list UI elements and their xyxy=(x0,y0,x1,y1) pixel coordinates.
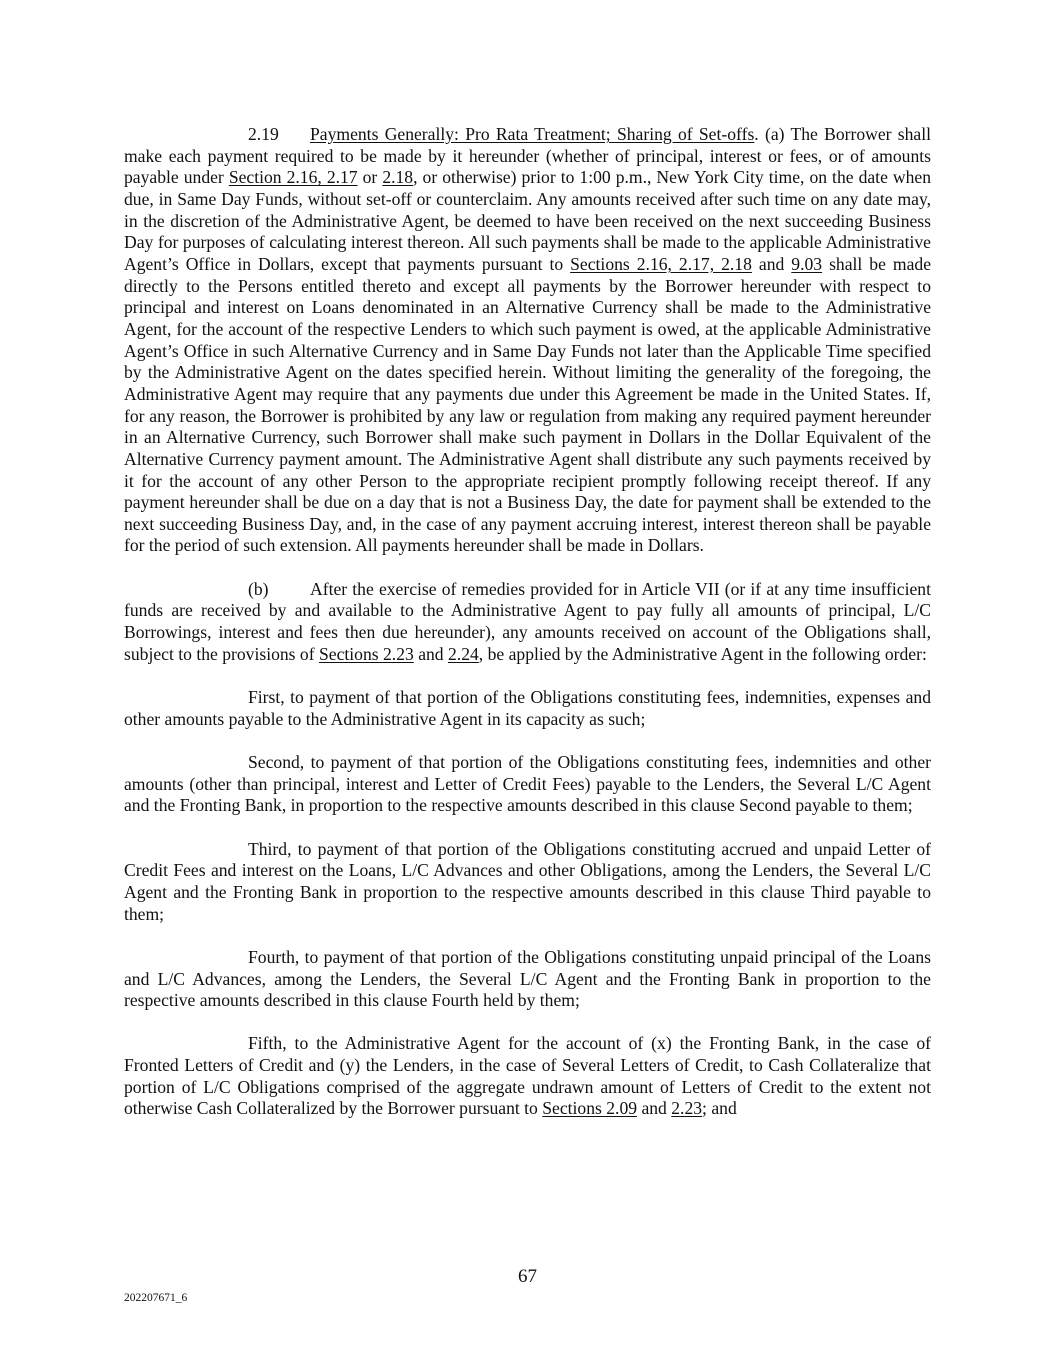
paragraph xyxy=(124,579,931,666)
paragraph-text: . (a) The Borrower shall make each payment required to be made by it hereunder (whether of principal, interest or fees, or of amounts payable under xyxy=(124,124,932,188)
section-reference: Sections 2.09 xyxy=(542,1098,638,1119)
section-reference: Sections 2.16, 2.17, 2.18 xyxy=(570,253,752,274)
paragraph-text: First, to payment of that portion of the Obligations constituting fees, indemnities, expenses and other amounts payable to the Administrative Agent in its capacity as such; xyxy=(124,687,931,729)
paragraph-text: , be applied by the Administrative Agent in the following order: xyxy=(478,643,927,664)
paragraph-text: Fifth, to the Administrative Agent for the account of (x) the Fronting Bank, in the case of Fronted Letters of Credit and (y) the Lenders, in the case of Several Letters of Credit, to Cash Collateralize that portion of L/C Obligations comprised of the aggregate undrawn amount of Letters of Credit to the extent not otherwise Cash Collateralized by the Borrower pursuant to xyxy=(124,1033,931,1119)
document-body xyxy=(124,124,931,1142)
paragraph-text: Third, to payment of that portion of the Obligations constituting accrued and unpaid Letter of Credit Fees and interest on the Loans, L/C Advances and other Obligations, among the Lenders, the Several L/C Agent and the Fronting Bank in proportion to the respective amounts described in this clause Third payable to them; xyxy=(124,838,931,924)
document-id: 202207671_6 xyxy=(124,1292,188,1304)
paragraph xyxy=(124,124,931,557)
page-number: 67 xyxy=(518,1266,537,1287)
paragraph-text: ; and xyxy=(702,1098,737,1119)
paragraph-text: and xyxy=(413,643,448,664)
section-reference: 2.24 xyxy=(448,643,479,664)
paragraph-text: and xyxy=(637,1098,672,1119)
paragraph-text: Second, to payment of that portion of the Obligations constituting fees, indemnities and other amounts (other than principal, interest and Letter of Credit Fees) payable to the Lenders, the Several L/C Agent and the Fronting Bank, in proportion to the respective amounts described in this clause Second payable to them; xyxy=(124,751,931,816)
paragraph-text: After the exercise of remedies provided for in Article VII (or if at any time insufficient funds are received by and available to the Administrative Agent to pay fully all amounts of principal, L/C Borrowings, interest and fees then due hereunder), any amounts received on account of the Obligations shall, subject to the provisions of xyxy=(124,578,931,664)
paragraph-text: or xyxy=(357,167,383,188)
paragraph-text: Fourth, to payment of that portion of the Obligations constituting unpaid principal of the Loans and L/C Advances, among the Lenders, the Several L/C Agent and the Fronting Bank in proportion to the respective amounts described in this clause Fourth held by them; xyxy=(124,946,931,1011)
section-reference: 9.03 xyxy=(791,253,823,274)
section-reference: Sections 2.23 xyxy=(318,643,414,664)
section-number: 2.19 xyxy=(248,124,279,144)
section-reference: Section 2.16, 2.17 xyxy=(228,167,358,188)
paragraph xyxy=(124,1033,931,1120)
paragraph xyxy=(124,687,931,730)
paragraph-text: and xyxy=(751,253,792,274)
clause-label: (b) xyxy=(248,578,269,599)
paragraph-text: , or otherwise) prior to 1:00 p.m., New York City time, on the date when due, in Same Day Funds, without set-off or counterclaim. Any amounts received after such time on any date may, in the discretion of the Administrative Agent, be deemed to have been received on the next succeeding Business Day for purposes of calculating interest thereon. All such payments shall be made to the applicable Administrative Agent’s Office in Dollars, except that payments pursuant to xyxy=(124,167,932,274)
section-heading: Payments Generally: Pro Rata Treatment; Sharing of Set-offs xyxy=(310,124,755,144)
paragraph xyxy=(124,839,931,926)
paragraph xyxy=(124,947,931,1012)
paragraph xyxy=(124,752,931,817)
paragraph-text: shall be made directly to the Persons entitled thereto and except all payments by the Borrower hereunder with respect to principal and interest on Loans denominated in an Alternative Currency shall be made to the Administrative Agent, for the account of the respective Lenders to which such payment is owed, at the applicable Administrative Agent’s Office in such Alternative Currency and in Same Day Funds not later than the Applicable Time specified by the Administrative Agent on the dates specified herein. Without limiting the generality of the foregoing, the Administrative Agent may require that any payments due under this Agreement be made in the United States. If, for any reason, the Borrower is prohibited by any law or regulation from making any required payment hereunder in an Alternative Currency, such Borrower shall make such payment in Dollars in the Dollar Equivalent of the Alternative Currency payment amount. The Administrative Agent shall distribute any such payments received by it for the account of any other Person to the appropriate recipient promptly following receipt thereof. If any payment hereunder shall be due on a day that is not a Business Day, the date for payment shall be extended to the next succeeding Business Day, and, in the case of any payment accruing interest, interest thereon shall be payable for the period of such extension. All payments hereunder shall be made in Dollars. xyxy=(124,253,931,556)
section-reference: 2.23 xyxy=(671,1098,703,1119)
section-reference: 2.18 xyxy=(382,167,414,188)
